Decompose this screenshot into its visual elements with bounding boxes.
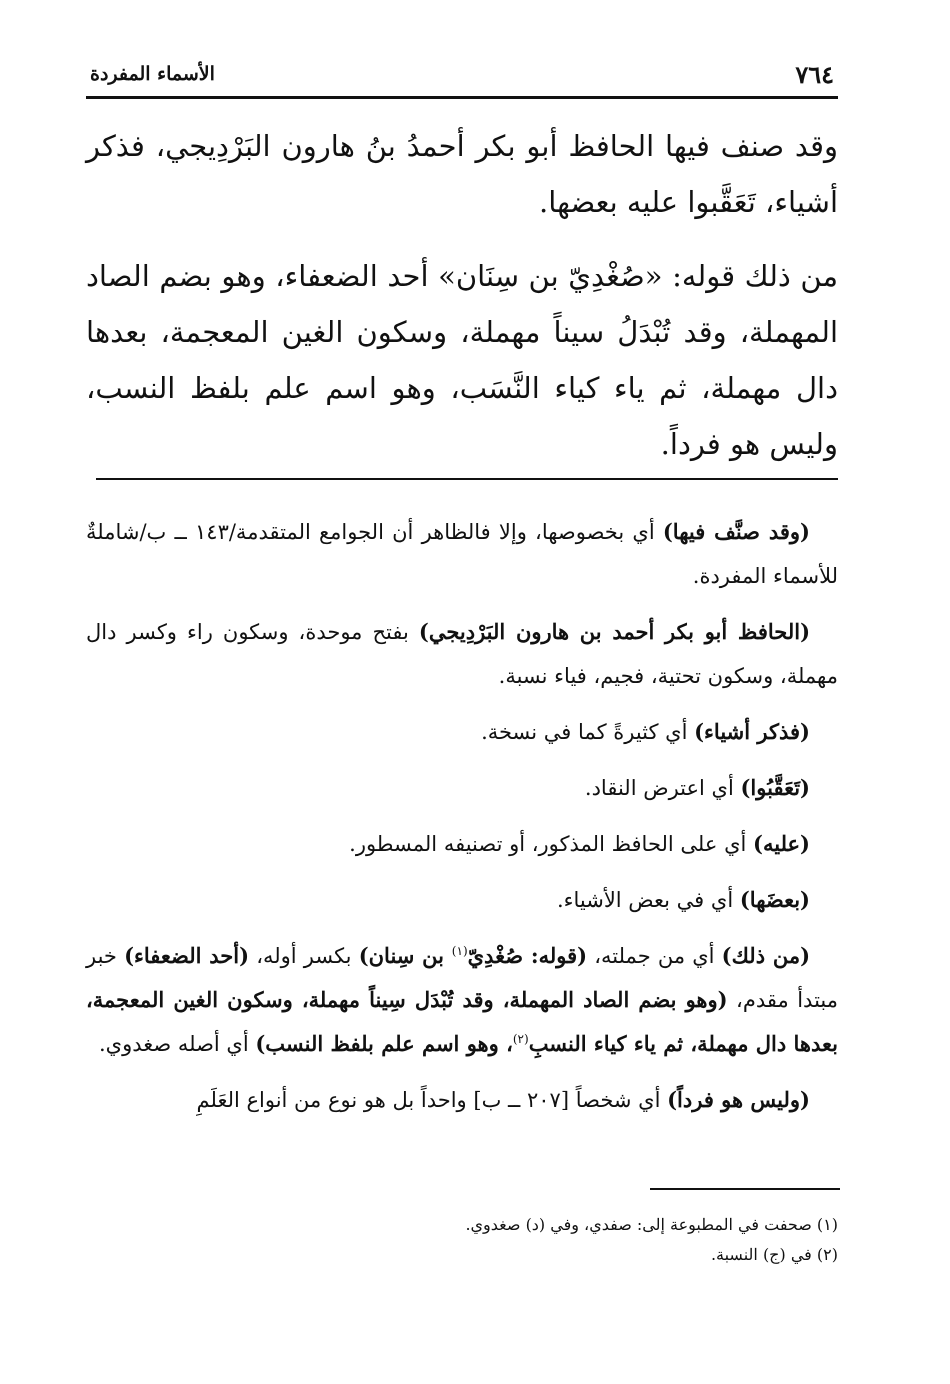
commentary-paragraph-7 bbox=[86, 934, 838, 1066]
commentary-lemma: (من ذلك) bbox=[721, 943, 811, 968]
commentary-lemma: (تَعَقَّبُوا) bbox=[740, 775, 810, 800]
commentary-lemma: ، وهو اسم علم بلفظ النسب) bbox=[255, 1031, 513, 1056]
footnote-2: (٢) في (ج) النسبة. bbox=[710, 1245, 838, 1264]
commentary bbox=[86, 510, 838, 1134]
footnotes bbox=[86, 1210, 838, 1270]
commentary-lemma: (قوله: صُغْدِيّ bbox=[467, 943, 588, 968]
commentary-lemma: (بعضَها) bbox=[739, 887, 810, 912]
commentary-lemma: (وليس هو فرداً) bbox=[667, 1087, 810, 1112]
commentary-lemma: (أحد الضعفاء) bbox=[124, 943, 250, 968]
commentary-text: أي بخصوصها، وإلا فالظاهر أن الجوامع المتقدمة/١٤٣ ــ ب/شاملةٌ للأسماء المفردة. bbox=[86, 520, 838, 588]
commentary-text: خبر مبتدأ مقدم، bbox=[86, 944, 838, 1012]
commentary-text: أي أصله صغدوي. bbox=[98, 1032, 256, 1056]
footnote-divider bbox=[650, 1188, 840, 1190]
commentary-paragraph-3 bbox=[86, 710, 838, 754]
commentary-paragraph-5 bbox=[86, 822, 838, 866]
commentary-lemma: بن سِنان) bbox=[358, 943, 452, 968]
commentary-text: بفتح موحدة، وسكون راء وكسر دال مهملة، وسكون تحتية، فجيم، فياء نسبة. bbox=[86, 620, 838, 688]
commentary-text: أي كثيرةً كما في نسخة. bbox=[481, 720, 695, 744]
commentary-text: أي شخصاً [٢٠٧ ــ ب] واحداً بل هو نوع من أنواع العَلَمِ bbox=[196, 1088, 668, 1112]
footnote-ref-1[interactable]: (١) bbox=[451, 944, 468, 958]
commentary-paragraph-2 bbox=[86, 610, 838, 698]
main-text bbox=[86, 118, 838, 490]
commentary-lemma: (عليه) bbox=[753, 831, 810, 856]
commentary-paragraph-1 bbox=[86, 510, 838, 598]
footnote-1: (١) صحفت في المطبوعة إلى: صفدي، وفي (د) صغدوي. bbox=[465, 1215, 838, 1234]
commentary-text: أي على الحافظ المذكور، أو تصنيفه المسطور. bbox=[349, 832, 754, 856]
commentary-lemma: (وهو بضم الصاد المهملة، وقد تُبْدَل سِيناً مهملة، وسكون الغين المعجمة، بعدها دال مهملة، ثم ياء كياء النسبِ bbox=[86, 987, 838, 1056]
page-header bbox=[86, 52, 838, 99]
commentary-lemma: (فذكر أشياء) bbox=[694, 719, 810, 744]
running-title: الأسماء المفردة bbox=[90, 63, 215, 85]
section-divider bbox=[96, 478, 838, 480]
footnote-ref-2[interactable]: (٢) bbox=[512, 1032, 529, 1046]
commentary-text: بكسر أوله، bbox=[249, 944, 359, 968]
main-paragraph-2: من ذلك قوله: «صُغْدِيّ بن سِنَان» أحد الضعفاء، وهو بضم الصاد المهملة، وقد تُبْدَلُ سيناً مهملة، وسكون الغين المعجمة، بعدها دال مهملة، ثم ياء كياء النَّسَب، وهو اسم علم بلفظ النسب، وليس هو فرداً. bbox=[86, 259, 838, 461]
commentary-lemma: (الحافظ أبو بكر أحمد بن هارون البَرْدِيجي) bbox=[418, 619, 811, 644]
main-paragraph-1: وقد صنف فيها الحافظ أبو بكر أحمدُ بنُ هارون البَرْدِيجي، فذكر أشياء، تَعَقَّبوا عليه بعضها. bbox=[86, 129, 838, 219]
commentary-text: أي في بعض الأشياء. bbox=[556, 888, 740, 912]
commentary-lemma: (وقد صنَّف فيها) bbox=[662, 519, 810, 544]
commentary-paragraph-8 bbox=[86, 1078, 838, 1122]
commentary-paragraph-6 bbox=[86, 878, 838, 922]
commentary-text: أي من جملته، bbox=[587, 944, 722, 968]
commentary-text: أي اعترض النقاد. bbox=[584, 776, 741, 800]
page-number: ٧٦٤ bbox=[795, 59, 834, 89]
commentary-paragraph-4 bbox=[86, 766, 838, 810]
